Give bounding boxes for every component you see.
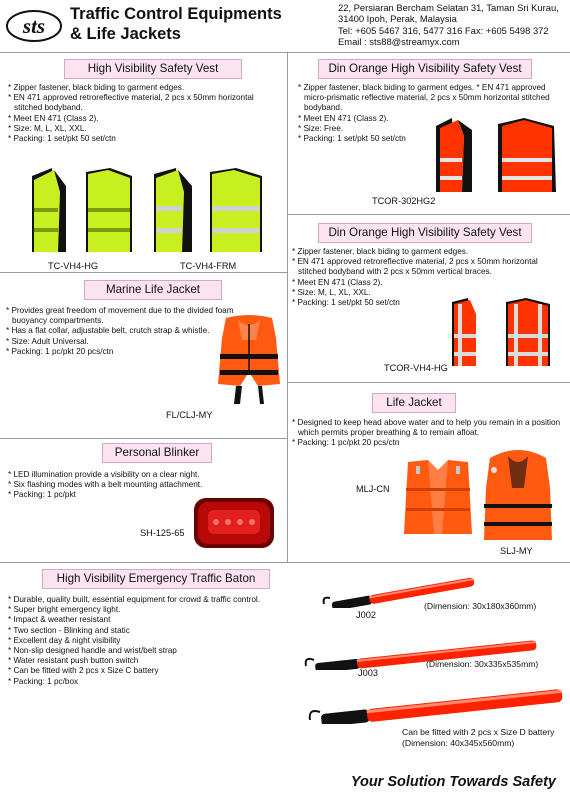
bullet: * Meet EN 471 (Class 2).: [292, 277, 383, 287]
bullet: * Meet EN 471 (Class 2).: [298, 113, 389, 123]
bullet: * Non-slip designed handle and wrist/belt strap: [8, 646, 177, 656]
blinker-code: SH-125-65: [140, 528, 185, 538]
bullet: * Water resistant push button switch: [8, 656, 139, 666]
hv-vest-code-a: TC-VH4-HG: [48, 261, 99, 271]
life-jacket-code-b: SLJ-MY: [500, 546, 533, 556]
company-name: [70, 4, 282, 44]
bullet: * Zipper fastener, black biding to garment edges.: [292, 247, 469, 256]
bullet: * EN 471 approved retroreflective material, 2 pcs x 50mm horizontal stitched bodyband.: [8, 93, 254, 113]
j002-dimension: (Dimension: 30x180x360mm): [424, 601, 537, 611]
marine-bullets: [6, 306, 236, 357]
sts-logo: [6, 6, 62, 44]
blinker-title: Personal Blinker: [102, 443, 212, 463]
marine-title: Marine Life Jacket: [84, 280, 222, 300]
address-line-2: 31400 Ipoh, Perak, Malaysia: [338, 13, 457, 25]
din-vest-1-title: Din Orange High Visibility Safety Vest: [318, 223, 532, 243]
bullet: * Can be fitted with 2 pcs x Size C battery: [8, 666, 159, 676]
divider-right-1: [288, 214, 570, 215]
address-line-1: 22, Persiaran Bercham Selatan 31, Taman Sri Kurau,: [338, 2, 559, 13]
divider-center: [287, 52, 288, 562]
j003-dimension: (Dimension: 30x335x535mm): [426, 659, 539, 669]
life-jacket-bullets: [292, 418, 568, 449]
life-jacket-title: Life Jacket: [372, 393, 456, 413]
blinker-image: [192, 494, 276, 552]
din-vest-1-code: TCOR-VH4-HG: [384, 363, 448, 373]
bullet: * Size: M, L, XL, XXL.: [292, 287, 371, 297]
divider-left-1: [0, 272, 287, 273]
marine-jacket-image: [214, 314, 284, 406]
hv-vest-bullets: [8, 83, 284, 144]
mlj-jacket-image: [402, 456, 474, 538]
bullet: * Zipper fastener, black biding to garment edges.: [8, 83, 185, 92]
baton-bullets: [8, 595, 318, 687]
j002-code: J002: [356, 610, 376, 620]
bullet: * Size: Adult Universal.: [6, 336, 89, 346]
logo-text: sts: [22, 14, 46, 38]
hv-vest-image-b: [150, 166, 270, 258]
hv-vest-image-a: [26, 166, 138, 258]
bullet: * Size: M, L, XL, XXL.: [8, 123, 87, 133]
bullet: * Durable, quality built, essential equipment for crowd & traffic control.: [8, 595, 260, 604]
din-vest-2-image: [432, 116, 562, 194]
bullet: * Packing: 1 set/pkt 50 set/ctn: [298, 134, 406, 144]
bullet: * Zipper fastener, black biding to garment edges. * EN 471 approved micro-prismatic reflective material, 2 pcs x 50mm horizontal stitched bodyband.: [298, 83, 550, 113]
bullet: * Has a flat collar, adjustable belt, crutch strap & whistle.: [6, 326, 210, 336]
bullet: * Packing: 1 set/pkt 50 set/ctn: [8, 134, 116, 144]
din-vest-1-image: [448, 296, 556, 370]
bullet: * Size: Free.: [298, 123, 344, 133]
bullet: * Packing: 1 pc/box: [8, 676, 79, 686]
din-vest-2-code: TCOR-302HG2: [372, 196, 436, 206]
bullet: * Designed to keep head above water and to help you remain in a position which permits proper breathing & to remain afloat.: [292, 418, 561, 438]
bullet: * Super bright emergency light.: [8, 605, 121, 615]
baton-title: High Visibility Emergency Traffic Baton: [42, 569, 270, 589]
bullet: * EN 471 approved retroreflective material, 2 pcs x 50mm horizontal stitched bodyband with 2 pcs x 50mm vertical braces.: [292, 257, 538, 277]
divider-right-2: [288, 382, 570, 383]
company-line-1: Traffic Control Equipments: [70, 5, 282, 23]
hv-vest-code-b: TC-VH4-FRM: [180, 261, 237, 271]
phone-line: Tel: +605 5467 316, 5477 316 Fax: +605 5498 372: [338, 24, 549, 36]
j003-code: J003: [358, 668, 378, 678]
bullet: * Packing: 1 pc/pkt 20 pcs/ctn: [6, 346, 114, 356]
contact-block: [338, 2, 570, 48]
company-line-2: & Life Jackets: [70, 25, 181, 43]
bullet: * LED illumination provide a visibility on a clear night.: [8, 470, 200, 479]
bullet: * Impact & weather resistant: [8, 615, 111, 625]
bullet: * Packing: 1 pc/pkt: [8, 490, 76, 500]
hv-vest-title: High Visibility Safety Vest: [64, 59, 242, 79]
life-jacket-code-a: MLJ-CN: [356, 484, 390, 494]
bullet: * Excellent day & night visibility: [8, 635, 121, 645]
baton-large-dimension: (Dimension: 40x345x560mm): [402, 738, 515, 748]
din-vest-2-title: Din Orange High Visibility Safety Vest: [318, 59, 532, 79]
divider-left-2: [0, 438, 287, 439]
marine-code: FL/CLJ-MY: [166, 410, 213, 420]
bullet: * Six flashing modes with a belt mounting attachment.: [8, 480, 203, 490]
bullet: * Packing: 1 set/pkt 50 set/ctn: [292, 298, 400, 308]
baton-large-image: [306, 678, 566, 724]
bullet: * Meet EN 471 (Class 2).: [8, 113, 99, 123]
bullet: * Provides great freedom of movement due to the divided foam buoyancy compartments.: [6, 306, 234, 326]
bullet: * Two section - Blinking and static: [8, 625, 130, 635]
slj-jacket-image: [480, 448, 556, 544]
divider-bottom: [0, 562, 570, 563]
slogan: Your Solution Towards Safety: [350, 774, 556, 790]
divider-header: [0, 52, 570, 53]
bullet: * Packing: 1 pc/pkt 20 pcs/ctn: [292, 438, 400, 448]
email-line: Email : sts88@streamyx.com: [338, 36, 460, 48]
baton-large-note: Can be fitted with 2 pcs x Size D battery: [402, 727, 555, 737]
